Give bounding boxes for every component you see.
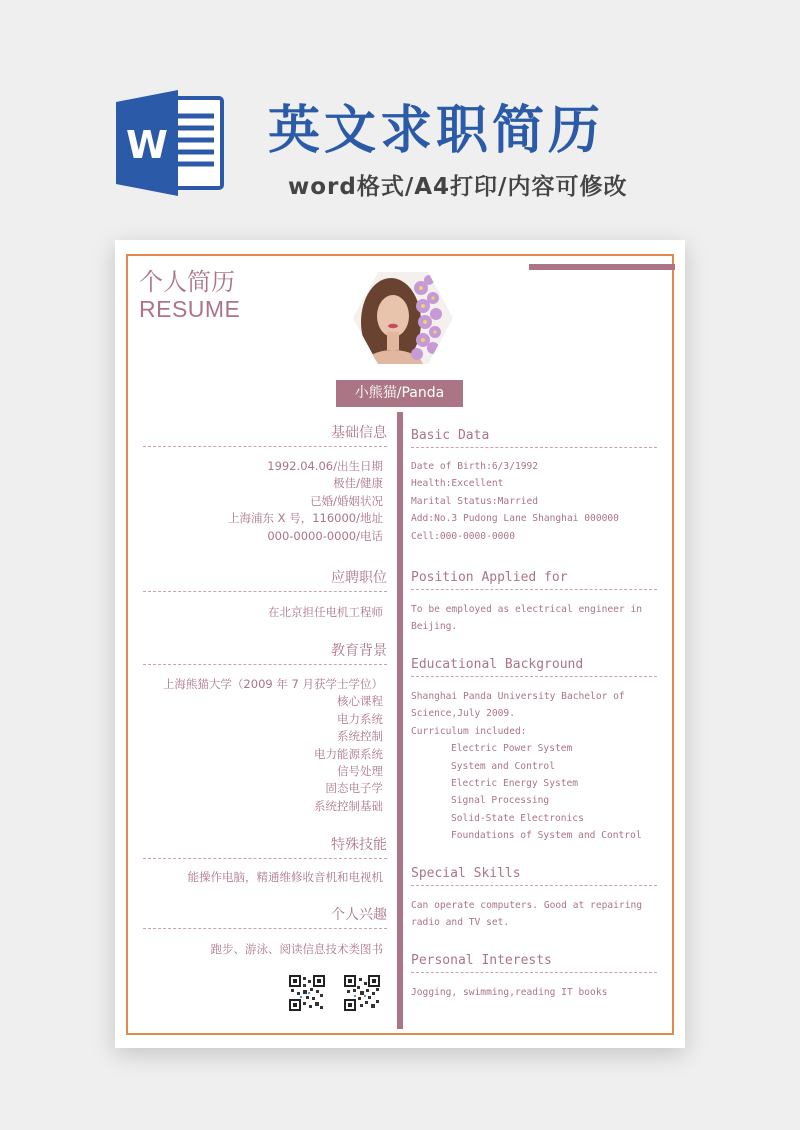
list-item: 电力能源系统 — [314, 746, 383, 761]
resume-title-en: RESUME — [139, 296, 241, 322]
section-heading-interests-en: Personal Interests — [411, 949, 657, 973]
list-item: Marital Status:Married — [411, 495, 539, 507]
list-item: 1992.04.06/出生日期 — [267, 459, 383, 473]
section-heading-education-cn: 教育背景 — [143, 640, 387, 665]
list-item: 电力系统 — [337, 711, 383, 726]
section-heading-position-en: Position Applied for — [411, 566, 657, 590]
position-cn — [143, 604, 383, 621]
name-badge: 小熊猫/Panda — [336, 380, 463, 407]
list-item: 上海浦东 X 号，116000/地址 — [228, 511, 383, 526]
list-item: Curriculum included: — [411, 725, 527, 737]
word-document-icon — [116, 88, 228, 198]
list-item: Jogging, swimming,reading IT books — [411, 987, 608, 998]
course-item: Foundations of System and Control — [451, 830, 642, 842]
interests-en — [411, 984, 661, 1001]
basic-info-cn — [143, 458, 383, 545]
list-item: 已婚/婚姻状况 — [310, 493, 383, 508]
position-en — [411, 601, 661, 636]
education-en — [411, 688, 661, 845]
interests-cn — [143, 941, 383, 958]
section-heading-skills-cn: 特殊技能 — [143, 834, 387, 859]
list-item: 系统控制基础 — [314, 798, 383, 813]
list-item: Can operate computers. Good at repairing — [411, 900, 643, 911]
list-item: Science,July 2009. — [411, 708, 515, 720]
list-item: Shanghai Panda University Bachelor of — [411, 691, 625, 702]
list-item: 000-0000-0000/电话 — [267, 528, 383, 543]
section-heading-education-en: Educational Background — [411, 653, 657, 677]
skills-cn — [143, 869, 383, 886]
section-heading-position-cn: 应聘职位 — [143, 567, 387, 592]
list-item: Cell:000-0000-0000 — [411, 530, 515, 542]
course-item: Signal Processing — [451, 795, 550, 807]
list-item: 核心课程 — [337, 694, 383, 709]
list-item: Beijing. — [411, 621, 458, 633]
list-item: 跑步、游泳、阅读信息技术类图书 — [210, 942, 383, 956]
section-heading-basic-cn: 基础信息 — [143, 422, 387, 447]
list-item: 极佳/健康 — [333, 476, 383, 491]
resume-title-cn: 个人简历 — [139, 268, 235, 296]
list-item: 上海熊猫大学（2009 年 7 月获学士学位） — [162, 677, 383, 691]
qr-code-icon — [344, 975, 380, 1011]
list-item: 信号处理 — [337, 764, 383, 779]
list-item: 在北京担任电机工程师 — [268, 605, 383, 619]
profile-photo — [353, 272, 453, 364]
list-item: Health:Excellent — [411, 478, 504, 490]
list-item: To be employed as electrical engineer in — [411, 604, 643, 615]
center-divider — [397, 412, 403, 1029]
basic-info-en — [411, 458, 661, 545]
list-item: 系统控制 — [337, 729, 383, 744]
list-item: Add:No.3 Pudong Lane Shanghai 000000 — [411, 513, 619, 525]
page-title: 英文求职简历 — [268, 101, 605, 161]
word-icon-letter: W — [126, 123, 168, 167]
page-subtitle: word格式/A4打印/内容可修改 — [288, 174, 628, 200]
course-item: Electric Power System — [451, 743, 573, 755]
education-cn — [143, 676, 383, 815]
qr-code-icon — [289, 975, 325, 1011]
course-item: Solid-State Electronics — [451, 812, 584, 824]
section-heading-interests-cn: 个人兴趣 — [143, 904, 387, 929]
section-heading-basic-en: Basic Data — [411, 424, 657, 448]
list-item: radio and TV set. — [411, 917, 510, 929]
course-item: System and Control — [451, 760, 555, 772]
skills-en — [411, 897, 661, 932]
accent-bar — [529, 264, 675, 270]
list-item: 固态电子学 — [325, 781, 383, 796]
resume-document — [115, 240, 685, 1048]
section-heading-skills-en: Special Skills — [411, 862, 657, 886]
course-item: Electric Energy System — [451, 778, 579, 790]
list-item: 能操作电脑，精通维修收音机和电视机 — [187, 870, 383, 884]
list-item: Date of Birth:6/3/1992 — [411, 461, 539, 472]
